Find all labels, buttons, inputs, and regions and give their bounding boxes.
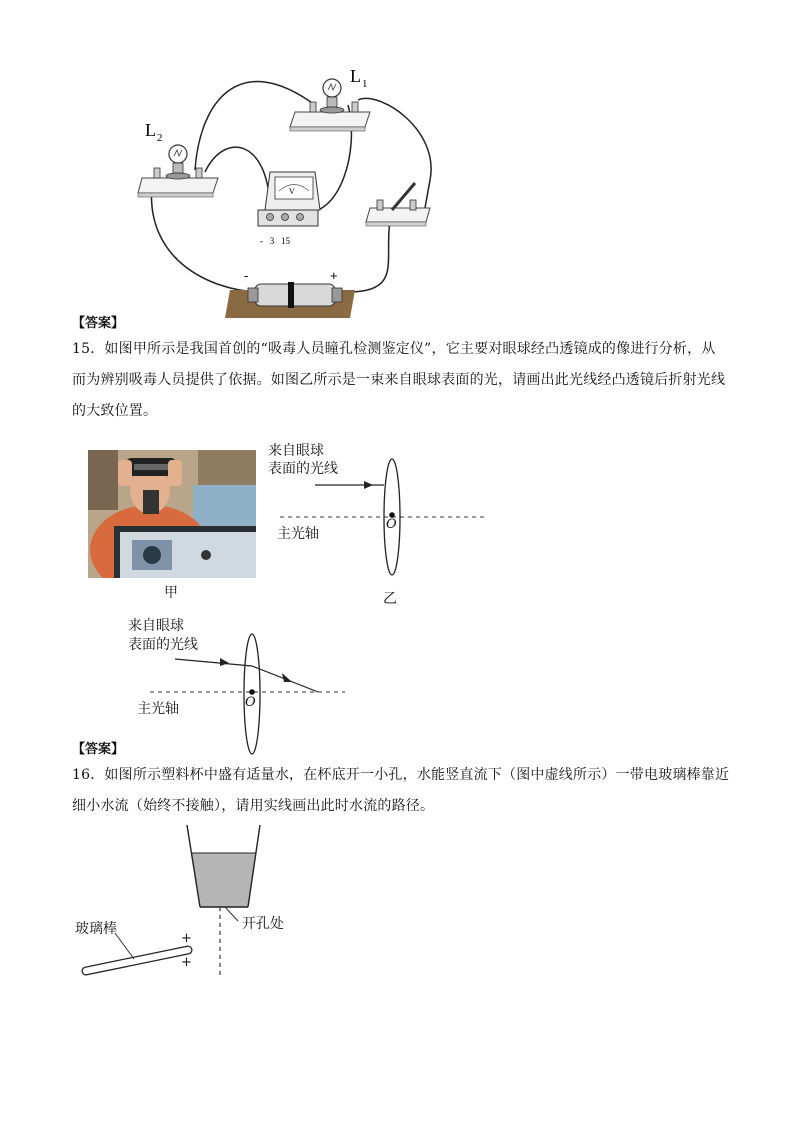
ans-axis-label: 主光轴 [137,701,179,717]
yi-ray-label-2: 表面的光线 [268,461,338,477]
pupil-detector-photo [88,450,256,578]
ans-ray-label-1: 来自眼球 [128,618,184,634]
lamp1-sub: 1 [362,78,368,90]
question-16 [72,760,732,822]
voltmeter [258,172,320,226]
hole-pointer [225,907,238,921]
battery-positive-label: + [330,268,338,283]
yi-ray-label-1: 来自眼球 [268,443,324,459]
charge-plus-1: + [181,931,192,946]
switch [366,183,430,226]
meter-terminals: - 3 15 [260,236,290,246]
charge-plus-2: + [181,955,192,970]
fig-jia-caption: 甲 [164,585,178,601]
refracted-arrowhead [282,673,292,682]
ans-ray-label-2: 表面的光线 [128,637,198,653]
lamp-l1 [290,79,370,131]
ray-arrowhead [364,481,373,489]
ans-center-label: O [245,695,256,710]
fig-yi-caption: 乙 [383,591,397,607]
answer-label: 【答案】 [72,742,125,757]
optical-center-dot [249,689,255,695]
yi-axis-label: 主光轴 [277,526,319,542]
lamp1-label: L [350,66,361,86]
lamp2-label: L [145,120,156,140]
photo-illustration [88,450,256,578]
incident-arrowhead [220,658,229,666]
answer-label: 【答案】 [72,316,125,331]
q16-line-1: 16．如图所示塑料杯中盛有适量水，在杯底开一小孔，水能竖直流下（图中虚线所示）一带电玻璃棒靠近 [72,767,730,783]
wire [151,185,258,292]
yi-center-label: O [386,517,397,532]
q15-line-2: 而为辨别吸毒人员提供了依据。如图乙所示是一束来自眼球表面的光，请画出此光线经凸透镜后折射光线 [72,372,726,388]
q15-line-1: 15．如图甲所示是我国首创的“吸毒人员瞳孔检测鉴定仪”，它主要对眼球经凸透镜成的像进行分析，从 [72,341,716,357]
question-15 [72,334,732,427]
lamp2-sub: 2 [157,132,163,144]
hole-label: 开孔处 [242,916,284,932]
meter-symbol: V [289,187,295,196]
cup-water-figure [70,825,330,985]
rod-pointer [115,933,134,959]
q16-line-2: 细小水流（始终不接触），请用实线画出此时水流的路径。 [72,798,435,814]
incident-ray [175,659,252,666]
rod-label: 玻璃棒 [75,921,117,937]
battery-negative-label: - [244,268,249,283]
q15-line-3: 的大致位置。 [72,403,158,419]
water [191,853,256,907]
glass-rod [86,950,188,971]
circuit-figure [130,60,450,325]
battery [225,282,355,318]
